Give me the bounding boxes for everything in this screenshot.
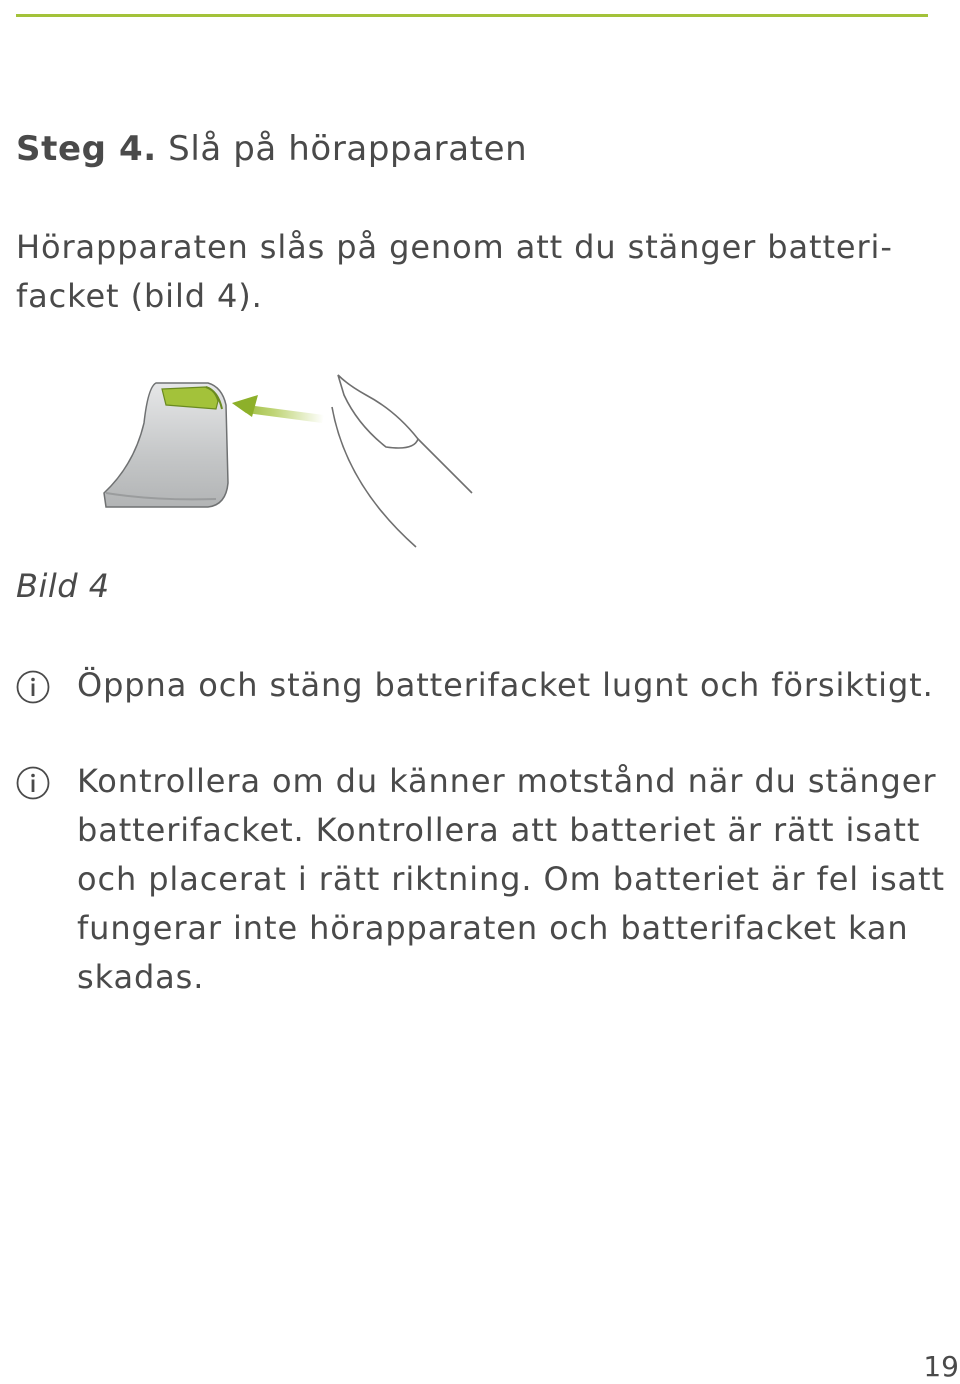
note-line: Kontrollera om du känner motstånd när du stänger [77,762,937,800]
figure-illustration [96,365,486,555]
note-line: och placerat i rätt riktning. Om batteriet är fel isatt [77,860,945,898]
arrow-left-icon [232,395,324,423]
finger-icon [332,375,472,547]
intro-paragraph [16,223,893,321]
info-icon [16,766,50,800]
note-line: fungerar inte hörapparaten och batterifacket kan [77,909,909,947]
intro-line: facket (bild 4). [16,277,263,315]
figure-caption: Bild 4 [16,567,110,605]
page-heading [16,128,527,170]
info-icon [16,670,50,704]
page-number: 19 [923,1350,959,1383]
intro-line: Hörapparaten slås på genom att du stänger batteri- [16,228,893,266]
step-title: Slå på hörapparaten [168,129,528,169]
top-rule [16,14,928,17]
note-line: batterifacket. Kontrollera att batteriet är rätt isatt [77,811,921,849]
note-line: Öppna och stäng batterifacket lugnt och försiktigt. [77,666,934,704]
hearing-aid-icon [104,383,228,507]
note-line: skadas. [77,958,205,996]
info-note [16,757,945,1002]
step-label: Steg 4. [16,129,157,169]
info-note [16,661,934,710]
